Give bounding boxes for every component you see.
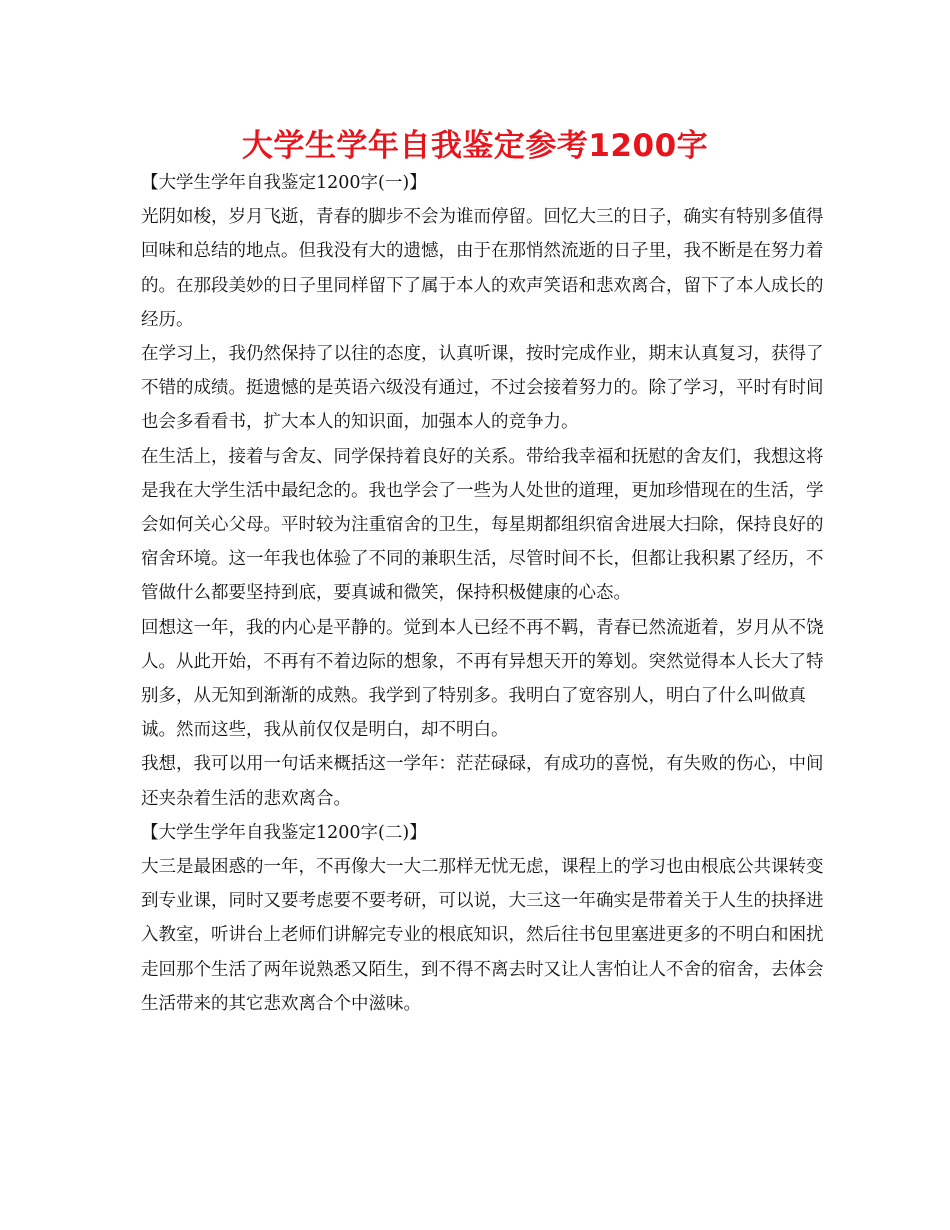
paragraph: 我想，我可以用一句话来概括这一学年：茫茫碌碌，有成功的喜悦，有失败的伤心，中间还夹杂着生活的悲欢离合。 <box>141 754 824 809</box>
paragraph: 在学习上，我仍然保持了以往的态度，认真听课，按时完成作业，期末认真复习，获得了不错的成绩。挺遗憾的是英语六级没有通过，不过会接着努力的。除了学习，平时有时间也会多看看书，扩大本人的知识面，加强本人的竞争力。 <box>141 344 824 433</box>
paragraph: 回想这一年，我的内心是平静的。觉到本人已经不再不羁，青春已然流逝着，岁月从不饶人。从此开始，不再有不着边际的想象，不再有异想天开的筹划。突然觉得本人长大了特别多，从无知到渐渐的成熟。我学到了特别多。我明白了宽容别人，明白了什么叫做真诚。然而这些，我从前仅仅是明白，却不明白。 <box>141 617 824 741</box>
document-title: 大学生学年自我鉴定参考1200字 <box>241 128 709 164</box>
document-body <box>141 166 831 1021</box>
paragraph: 光阴如梭，岁月飞逝，青春的脚步不会为谁而停留。回忆大三的日子，确实有特别多值得回味和总结的地点。但我没有大的遗憾，由于在那悄然流逝的日子里，我不断是在努力着的。在那段美妙的日子里同样留下了属于本人的欢声笑语和悲欢离合，留下了本人成长的经历。 <box>141 207 824 330</box>
paragraph: 大三是最困惑的一年，不再像大一大二那样无忧无虑，课程上的学习也由根底公共课转变到专业课，同时又要考虑要不要考研，可以说，大三这一年确实是带着关于人生的抉择进入教室，听讲台上老师们讲解完专业的根底知识，然后往书包里塞进更多的不明白和困扰走回那个生活了两年说熟悉又陌生，到不得不离去时又让人害怕让人不舍的宿舍，去体会生活带来的其它悲欢离合个中滋味。 <box>141 857 824 1014</box>
section-heading: 【大学生学年自我鉴定1200字(一)】 <box>141 173 427 193</box>
section-heading: 【大学生学年自我鉴定1200字(二)】 <box>141 822 427 843</box>
paragraph: 在生活上，接着与舍友、同学保持着良好的关系。带给我幸福和抚慰的舍友们，我想这将是我在大学生活中最纪念的。我也学会了一些为人处世的道理，更加珍惜现在的生活，学会如何关心父母。平时较为注重宿舍的卫生，每星期都组织宿舍进展大扫除，保持良好的宿舍环境。这一年我也体验了不同的兼职生活，尽管时间不长，但都让我积累了经历，不管做什么都要坚持到底，要真诚和微笑，保持积极健康的心态。 <box>141 446 824 604</box>
